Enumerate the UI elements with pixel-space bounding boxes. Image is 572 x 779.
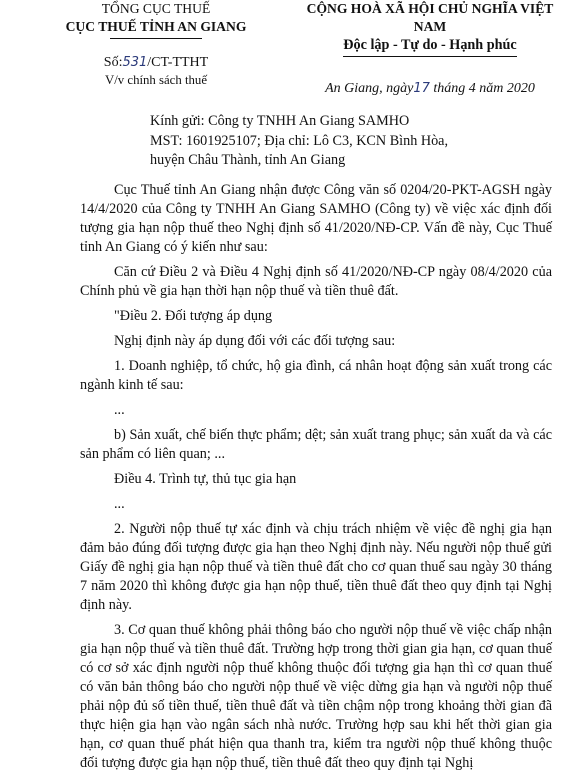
ellipsis-1: ... bbox=[114, 402, 125, 418]
agency-underline bbox=[110, 38, 202, 39]
date-prefix: An Giang, ngày bbox=[325, 81, 414, 96]
document-number bbox=[40, 53, 272, 72]
national-header bbox=[292, 0, 568, 98]
recipient-block bbox=[150, 112, 550, 171]
document-subject: V/v chính sách thuế bbox=[105, 73, 207, 87]
document-date bbox=[292, 79, 568, 98]
nation-title: CỘNG HOÀ XÃ HỘI CHỦ NGHĨA VIỆT NAM bbox=[306, 1, 554, 34]
ellipsis-2: ... bbox=[114, 496, 125, 512]
paragraph-scope: Nghị định này áp dụng đối với các đối tượng sau: bbox=[114, 333, 396, 349]
paragraph-article-4-heading: Điều 4. Trình tự, thủ tục gia hạn bbox=[114, 471, 297, 487]
recipient-line-3: huyện Châu Thành, tỉnh An Giang bbox=[150, 152, 346, 168]
paragraph-legal-basis: Căn cứ Điều 2 và Điều 4 Nghị định số 41/2020/NĐ-CP ngày 08/4/2020 của Chính phủ về gia hạn thời hạn nộp thuế và tiền thuê đất. bbox=[80, 264, 552, 299]
parent-agency: TỔNG CỤC THUẾ bbox=[101, 1, 211, 16]
document-number-suffix: /CT-TTHT bbox=[147, 55, 209, 70]
letter-body bbox=[80, 181, 552, 779]
agency-header bbox=[40, 0, 272, 88]
motto-text: Độc lập - Tự do - Hạnh phúc bbox=[343, 36, 516, 57]
motto bbox=[292, 36, 568, 57]
issuing-agency: CỤC THUẾ TỈNH AN GIANG bbox=[65, 19, 247, 34]
recipient-line-1: Kính gửi: Công ty TNHH An Giang SAMHO bbox=[150, 113, 410, 129]
paragraph-item-1: 1. Doanh nghiệp, tổ chức, hộ gia đình, cá nhân hoạt động sản xuất trong các ngành kinh tế sau: bbox=[80, 358, 552, 393]
paragraph-item-3: 3. Cơ quan thuế không phải thông báo cho người nộp thuế về việc chấp nhận gia hạn nộp thuế và tiền thuê đất. Trường hợp trong thời gian gia hạn, cơ quan thuế có cơ sở xác định người nộp thuế không thuộc đối tượng gia hạn thì cơ quan thuế có văn bản thông báo cho người nộp thuế về việc dừng gia hạn và người nộp thuế phải nộp đủ số tiền thuế, tiền thuê đất và tiền chậm nộp trong khoảng thời gian đã thực hiện gia hạn vào ngân sách nhà nước. Trường hợp sau khi hết thời gian gia hạn, cơ quan thuế phát hiện qua thanh tra, kiểm tra người nộp thuế không thuộc đối tượng được gia hạn nộp thuế, tiền thuê đất theo quy định tại Nghị bbox=[80, 622, 552, 771]
document-number-prefix: Số: bbox=[103, 55, 123, 70]
paragraph-item-b: b) Sản xuất, chế biến thực phẩm; dệt; sản xuất trang phục; sản xuất da và các sản phẩm có liên quan; ... bbox=[80, 427, 552, 462]
recipient-line-2: MST: 1601925107; Địa chỉ: Lô C3, KCN Bình Hòa, bbox=[150, 132, 449, 149]
document-number-handwritten: 531 bbox=[122, 55, 148, 70]
paragraph-item-2: 2. Người nộp thuế tự xác định và chịu trách nhiệm về việc đề nghị gia hạn đảm bảo đúng đối tượng được gia hạn theo Nghị định này. Nếu người nộp thuế gửi Giấy đề nghị gia hạn nộp thuế và tiền thuê đất cho cơ quan thuế sau ngày 30 tháng 7 năm 2020 thì không được gia hạn nộp thuế, tiền thuê đất theo quy định tại Nghị định này. bbox=[80, 521, 552, 613]
date-suffix: tháng 4 năm 2020 bbox=[433, 81, 535, 96]
date-day-handwritten: 17 bbox=[413, 81, 430, 96]
paragraph-article-2-heading: "Điều 2. Đối tượng áp dụng bbox=[114, 308, 273, 324]
paragraph-intro: Cục Thuế tỉnh An Giang nhận được Công văn số 0204/20-PKT-AGSH ngày 14/4/2020 của Công ty TNHH An Giang SAMHO (Công ty) về việc xác định đối tượng gia hạn nộp thuế theo Nghị định số 41/2020/NĐ-CP. Vấn đề này, Cục Thuế tỉnh An Giang có ý kiến như sau: bbox=[80, 182, 552, 255]
